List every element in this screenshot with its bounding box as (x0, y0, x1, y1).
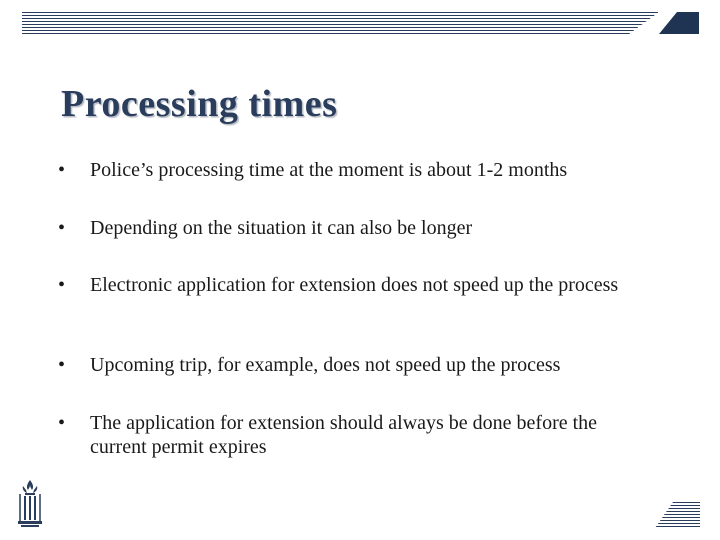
bullet-text: The application for extension should always be done before the current permit expires (90, 412, 598, 458)
bullet-text: Electronic application for extension does not speed up the process (90, 274, 619, 296)
bullet-text: Upcoming trip, for example, does not speed up the process (90, 354, 561, 376)
top-corner-block (659, 12, 699, 34)
bullet-marker: • (58, 412, 66, 434)
bullet-marker: • (58, 354, 66, 376)
bullet-text: Police’s processing time at the moment is about 1-2 months (90, 159, 568, 181)
bottom-decorative-band (655, 502, 700, 528)
slide-title: Processing times (61, 83, 338, 125)
bullet-text: Depending on the situation it can also be longer (90, 217, 473, 239)
university-crest-icon (14, 478, 46, 530)
bullet-item (56, 273, 656, 297)
bullet-marker: • (58, 274, 66, 296)
bullet-marker: • (58, 159, 66, 181)
bullet-item (56, 353, 666, 377)
bullet-item (56, 216, 666, 240)
bullet-item (56, 158, 666, 182)
bullet-marker: • (58, 217, 66, 239)
bullet-item (56, 411, 656, 459)
top-decorative-band (22, 12, 658, 34)
